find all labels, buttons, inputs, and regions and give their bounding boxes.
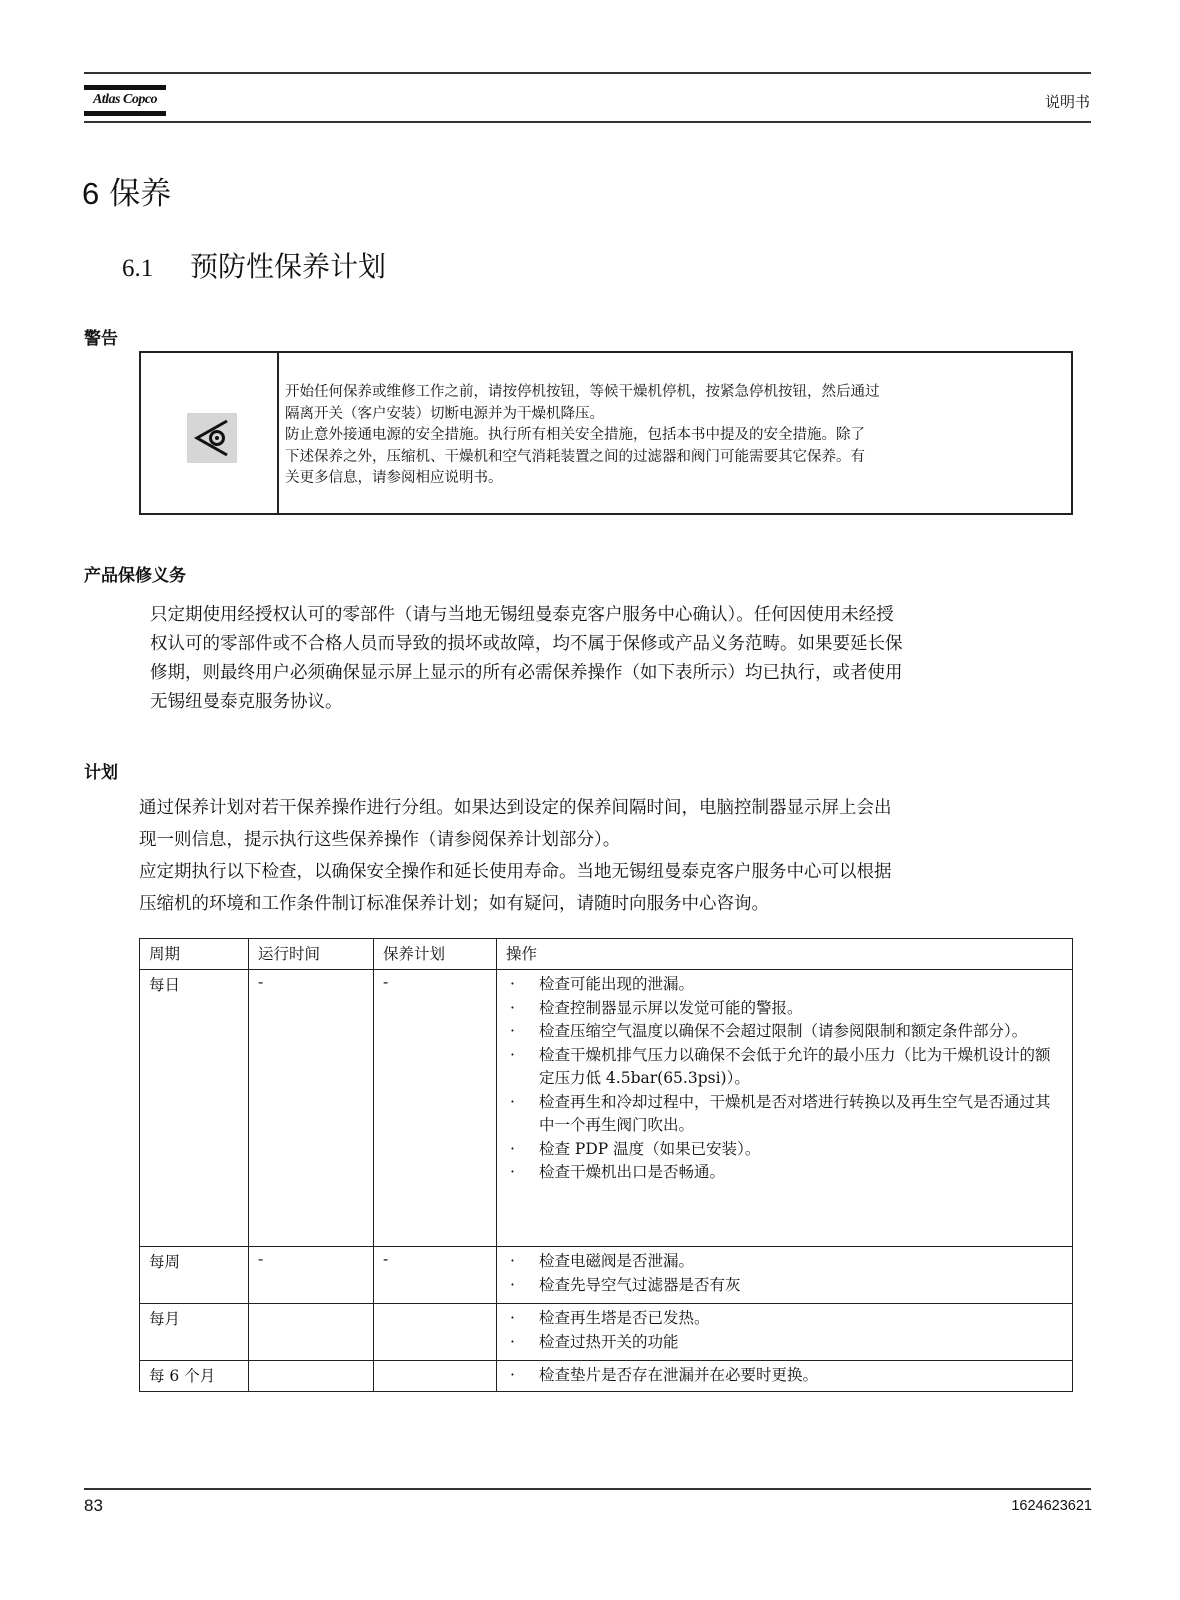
period-cell: 每 6 个月 — [140, 1361, 249, 1392]
operation-item: · 检查 PDP 温度（如果已安装）。 — [506, 1138, 1063, 1162]
warning-box — [139, 351, 1073, 515]
warning-line: 关更多信息，请参阅相应说明书。 — [285, 470, 503, 486]
period-cell: 每日 — [140, 970, 249, 1247]
column-header-service-plan: 保养计划 — [374, 939, 497, 970]
period-cell: 每周 — [140, 1247, 249, 1304]
operation-item: · 检查可能出现的泄漏。 — [506, 973, 1063, 997]
operations-list — [506, 1307, 1063, 1354]
warning-line: 开始任何保养或维修工作之前，请按停机按钮，等候干燥机停机，按紧急停机按钮，然后通过 — [285, 384, 880, 400]
section-title: 保养 — [109, 176, 172, 212]
table-row — [140, 1247, 1073, 1304]
operation-item: · 检查干燥机出口是否畅通。 — [506, 1161, 1063, 1185]
eye-warning-icon — [187, 413, 237, 463]
warning-line: 防止意外接通电源的安全措施。执行所有相关安全措施，包括本书中提及的安全措施。除了 — [285, 427, 865, 443]
plan-line: 应定期执行以下检查，以确保安全操作和延长使用寿命。当地无锡纽曼泰克客户服务中心可以根据 — [139, 862, 892, 882]
operations-list — [506, 1364, 1063, 1388]
logo-bar-top — [84, 85, 166, 90]
plan-cell: - — [374, 970, 497, 1247]
operation-item: · 检查先导空气过滤器是否有灰 — [506, 1274, 1063, 1298]
plan-cell — [374, 1304, 497, 1361]
maintenance-schedule-table — [139, 938, 1073, 1392]
plan-cell: - — [374, 1247, 497, 1304]
doc-type-label: 说明书 — [1044, 93, 1090, 111]
subsection-heading — [122, 245, 386, 285]
hours-cell — [249, 1304, 374, 1361]
atlas-copco-logo — [84, 80, 166, 120]
warranty-line: 修期，则最终用户必须确保显示屏上显示的所有必需保养操作（如下表所示）均已执行，或者使用 — [150, 663, 903, 683]
period-cell: 每月 — [140, 1304, 249, 1361]
operation-item: · 检查电磁阀是否泄漏。 — [506, 1250, 1063, 1274]
operation-item: · 检查控制器显示屏以发觉可能的警报。 — [506, 997, 1063, 1021]
section-number: 6 — [82, 176, 100, 211]
hours-cell — [249, 1361, 374, 1392]
warranty-line: 无锡纽曼泰克服务协议。 — [150, 692, 343, 712]
operations-cell — [497, 1361, 1073, 1392]
hours-cell: - — [249, 1247, 374, 1304]
warning-label: 警告 — [84, 329, 118, 349]
table-row — [140, 1361, 1073, 1392]
operations-list — [506, 1250, 1063, 1297]
operation-item: · 检查过热开关的功能 — [506, 1331, 1063, 1355]
column-header-period: 周期 — [140, 939, 249, 970]
page-number: 83 — [84, 1496, 103, 1515]
warning-line: 下述保养之外，压缩机、干燥机和空气消耗装置之间的过滤器和阀门可能需要其它保养。有 — [285, 448, 865, 465]
operation-item: · 检查干燥机排气压力以确保不会低于允许的最小压力（比为干燥机设计的额定压力低 4.5bar(65.3psi)）。 — [506, 1044, 1063, 1091]
operation-item: · 检查再生塔是否已发热。 — [506, 1307, 1063, 1331]
header-top-rule — [84, 72, 1091, 74]
plan-cell — [374, 1361, 497, 1392]
header-bottom-rule — [84, 121, 1091, 123]
plan-label: 计划 — [84, 763, 118, 783]
table-row — [140, 1304, 1073, 1361]
table-row — [140, 970, 1073, 1247]
subsection-number: 6.1 — [122, 255, 154, 282]
warranty-label: 产品保修义务 — [84, 566, 186, 586]
operations-list — [506, 973, 1063, 1185]
document-number: 1624623621 — [1011, 1498, 1092, 1514]
section-heading — [82, 168, 171, 213]
logo-bar-bottom — [84, 111, 166, 116]
table-header-row — [140, 939, 1073, 970]
subsection-title: 预防性保养计划 — [190, 250, 387, 283]
operation-item: · 检查再生和冷却过程中，干燥机是否对塔进行转换以及再生空气是否通过其中一个再生阀门吹出。 — [506, 1091, 1063, 1138]
column-header-running-hours: 运行时间 — [249, 939, 374, 970]
footer-rule — [84, 1488, 1091, 1490]
warning-text — [285, 382, 1065, 490]
logo-text: Atlas Copco — [92, 92, 158, 107]
operation-item: · 检查压缩空气温度以确保不会超过限制（请参阅限制和额定条件部分）。 — [506, 1020, 1063, 1044]
operations-cell — [497, 1304, 1073, 1361]
plan-line: 通过保养计划对若干保养操作进行分组。如果达到设定的保养间隔时间，电脑控制器显示屏上会出 — [139, 798, 892, 818]
operation-item: · 检查垫片是否存在泄漏并在必要时更换。 — [506, 1364, 1063, 1388]
plan-paragraph — [139, 792, 1079, 920]
warranty-line: 权认可的零部件或不合格人员而导致的损坏或故障，均不属于保修或产品义务范畴。如果要延长保 — [150, 634, 903, 654]
hours-cell: - — [249, 970, 374, 1247]
column-header-operation: 操作 — [497, 939, 1073, 970]
operations-cell — [497, 1247, 1073, 1304]
plan-line: 压缩机的环境和工作条件制订标准保养计划；如有疑问，请随时向服务中心咨询。 — [139, 894, 769, 914]
warning-box-divider — [277, 353, 279, 513]
plan-line: 现一则信息，提示执行这些保养操作（请参阅保养计划部分）。 — [139, 830, 621, 850]
warranty-line: 只定期使用经授权认可的零部件（请与当地无锡纽曼泰克客户服务中心确认）。任何因使用未经授 — [150, 605, 894, 625]
warning-line: 隔离开关（客户安装）切断电源并为干燥机降压。 — [285, 405, 604, 422]
operations-cell — [497, 970, 1073, 1247]
warranty-paragraph — [150, 601, 1080, 717]
